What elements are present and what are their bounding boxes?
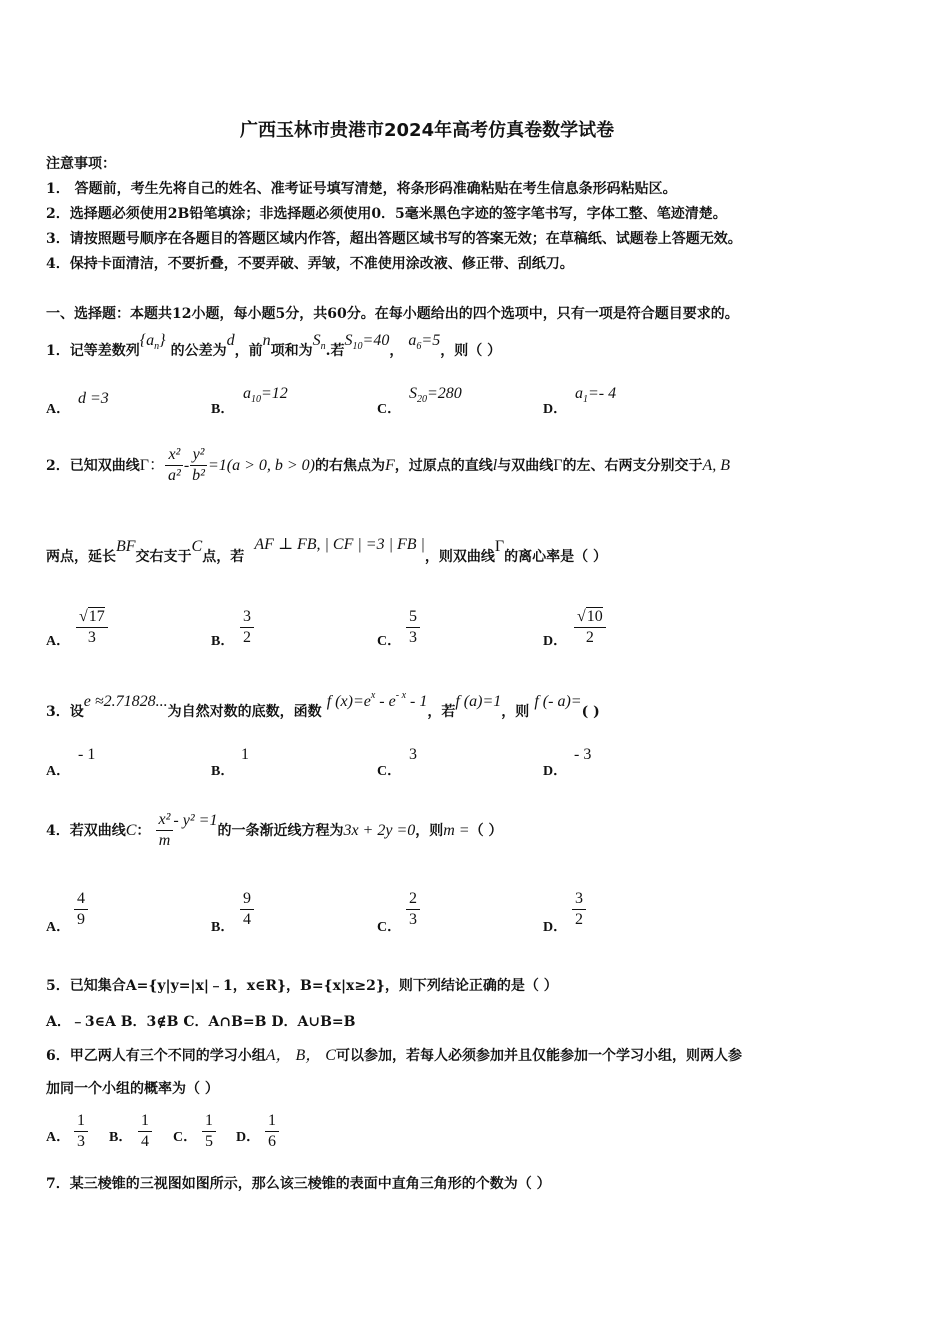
q3-option-d: - 3 <box>574 746 592 763</box>
q1-sn: $S_n$ <box>312 332 326 352</box>
q2-option-c-label: C． <box>377 634 402 649</box>
q4-m: m = <box>443 822 470 839</box>
q6-text: 6．甲乙两人有三个不同的学习小组 <box>46 1048 266 1064</box>
q4-text: ： <box>136 823 151 839</box>
q6-option-b-label: B． <box>109 1130 133 1145</box>
q4-c: C <box>125 822 137 839</box>
q2-bf: BF <box>116 538 136 555</box>
q2-option-b: $\frac{3}{2}$ <box>240 607 254 648</box>
q6-option-c-label: C． <box>173 1130 198 1145</box>
q6-option-d: $\frac{1}{6}$ <box>265 1111 279 1152</box>
q4-option-d-label: D． <box>543 920 568 935</box>
q1-a6: $a_6=5$ <box>408 332 441 352</box>
question-4-stem <box>46 810 502 851</box>
q2-f: F <box>384 457 395 474</box>
q2-text: ，过原点的直线 <box>394 458 493 474</box>
q2-ab: A, B <box>702 457 731 474</box>
q4-option-c-label: C． <box>377 920 402 935</box>
q1-option-c-label: C． <box>377 402 402 417</box>
q2-option-d-label: D． <box>543 634 568 649</box>
q1-text: 项和为 <box>270 343 313 359</box>
q2-frac-x: $\frac{\text{x²}}{\text{a²}}$ <box>165 445 184 486</box>
notice-item-1: 1． 答题前，考生先将自己的姓名、准考证号填写清楚，将条形码准确粘贴在考生信息条形码粘贴区。 <box>46 181 677 197</box>
q4-option-b-label: B． <box>211 920 235 935</box>
q1-text: ，则（ ） <box>440 343 502 359</box>
question-7-stem: 7．某三棱锥的三视图如图所示，那么该三棱锥的表面中直角三角形的个数为（ ） <box>46 1176 551 1192</box>
page-title: 广西玉林市贵港市2024年高考仿真卷数学试卷 <box>240 120 615 141</box>
q2-option-b-label: B． <box>211 634 235 649</box>
q6-option-a-label: A． <box>46 1130 71 1145</box>
q2-l: l <box>492 457 498 474</box>
q3-option-c-label: C． <box>377 764 402 779</box>
q4-text: （ ） <box>469 823 503 839</box>
q1-d: d <box>226 332 235 349</box>
q6-option-c: $\frac{1}{5}$ <box>202 1111 216 1152</box>
question-2-stem-line2 <box>46 536 608 566</box>
q2-text: 与双曲线 <box>497 458 554 474</box>
q1-text: ，前 <box>234 343 263 359</box>
q6-option-a: $\frac{1}{3}$ <box>74 1111 88 1152</box>
q2-text: 点，若 <box>202 549 245 565</box>
q3-function: f $(x)=e^x - e^{- x} - 1$ <box>326 690 428 710</box>
q1-option-d: $a_1=-$ 4 <box>575 385 617 405</box>
q1-s10: $S_{10}=40$ <box>344 332 390 352</box>
q3-text: 3．设 <box>46 704 84 720</box>
q3-text: 为自然对数的底数，函数 <box>167 704 322 720</box>
q4-text: 4．若双曲线 <box>46 823 126 839</box>
q3-option-d-label: D． <box>543 764 568 779</box>
q3-e: e ≈2.71828... <box>83 693 168 710</box>
q2-text: 的右焦点为 <box>314 458 385 474</box>
q2-option-c: $\frac{5}{3}$ <box>406 607 420 648</box>
q2-gamma: Γ <box>494 538 505 555</box>
q3-text: ( ) <box>581 704 600 720</box>
q2-text: 的离心率是（ ） <box>504 549 608 565</box>
q3-text: ，若 <box>427 704 456 720</box>
q2-condition2: AF ⊥ FB, | CF | =3 | FB | <box>254 536 425 553</box>
q2-minus: - <box>183 457 190 474</box>
q2-text: 交右支于 <box>135 549 192 565</box>
q1-option-a: d =3 <box>78 390 109 407</box>
q3-text: ，则 <box>501 704 530 720</box>
q1-text: 的公差为 <box>170 343 227 359</box>
q4-option-c: $\frac{2}{3}$ <box>406 889 420 930</box>
q3-fma: f (- a)= <box>534 693 582 710</box>
q4-text: ，则 <box>415 823 444 839</box>
q4-asymptote: 3x + 2y =0 <box>343 822 416 839</box>
q2-text: 的左、右两支分别交于 <box>562 458 703 474</box>
q4-option-b: $\frac{9}{4}$ <box>240 889 254 930</box>
q4-text: 的一条渐近线方程为 <box>217 823 344 839</box>
q2-text: ，则双曲线 <box>424 549 495 565</box>
q6-groups: A， B， C <box>265 1047 336 1064</box>
q4-option-a: $\frac{4}{9}$ <box>74 889 88 930</box>
q3-option-a-label: A． <box>46 764 71 779</box>
question-2-stem <box>46 445 730 486</box>
notice-item-4: 4．保持卡面清洁，不要折叠，不要弄破、弄皱，不准使用涂改液、修正带、刮纸刀。 <box>46 256 574 272</box>
notice-heading: 注意事项： <box>46 156 116 172</box>
q2-gamma: Γ <box>553 457 563 474</box>
q1-n: n <box>262 332 271 349</box>
q1-text: ， <box>389 343 404 359</box>
q1-text: 1．记等差数列 <box>46 343 140 359</box>
section-heading: 一、选择题：本题共12小题，每小题5分，共60分。在每小题给出的四个选项中，只有一项是符合题目要求的。 <box>46 306 739 322</box>
question-6-stem <box>46 1042 742 1065</box>
q3-fa: f (a)=1 <box>455 693 502 710</box>
question-1-stem <box>46 330 502 359</box>
q6-option-b: $\frac{1}{4}$ <box>138 1111 152 1152</box>
q1-option-b: $a_{10}=12$ <box>243 385 288 405</box>
q1-seq: $\{a_n\}$ <box>139 332 166 352</box>
q4-frac: $\frac{\text{x²}}{m}$ <box>156 810 174 851</box>
q2-text: 两点，延长 <box>46 549 116 565</box>
q1-option-c: $S_{20}=280$ <box>409 385 462 405</box>
q6-option-d-label: D． <box>236 1130 261 1145</box>
q2-condition: =1(a > 0, b > 0) <box>207 457 315 474</box>
notice-item-3: 3．请按照题号顺序在各题目的答题区域内作答，超出答题区域书写的答案无效；在草稿纸、试题卷上答题无效。 <box>46 231 742 247</box>
q3-option-c: 3 <box>409 746 417 763</box>
question-5-stem: 5．已知集合A={y|y=|x|﹣1，x∈R}，B={x|x≥2}，则下列结论正确的是（ ） <box>46 978 558 994</box>
q2-option-a-label: A． <box>46 634 71 649</box>
q2-gamma: Γ： <box>139 457 166 474</box>
q2-frac-y: $\frac{\text{y²}}{\text{b²}}$ <box>189 445 208 486</box>
q2-option-d: $\frac{√10}{2}$ <box>574 607 606 648</box>
question-3-stem <box>46 690 600 720</box>
q3-option-b: 1 <box>241 746 249 763</box>
q2-c: C <box>191 538 203 555</box>
q1-option-a-label: A． <box>46 402 71 417</box>
question-6-stem-line2: 加同一个小组的概率为（ ） <box>46 1081 219 1097</box>
q4-option-a-label: A． <box>46 920 71 935</box>
q3-option-a: - 1 <box>78 746 96 763</box>
q2-option-a: $\frac{√17}{3}$ <box>76 607 108 648</box>
q1-text: .若 <box>325 343 345 359</box>
q1-option-b-label: B． <box>211 402 235 417</box>
q6-text: 可以参加，若每人必须参加并且仅能参加一个学习小组，则两人参 <box>335 1048 742 1064</box>
notice-item-2: 2．选择题必须使用2B铅笔填涂；非选择题必须使用0．5毫米黑色字迹的签字笔书写，字体工整、笔迹清楚。 <box>46 206 727 222</box>
q1-option-d-label: D． <box>543 402 568 417</box>
question-5-options: A．﹣3∈A B．3∉B C．A∩B=B D．A∪B=B <box>46 1014 356 1030</box>
q4-rest: - y² =1 <box>173 812 218 829</box>
q2-text: 2．已知双曲线 <box>46 458 140 474</box>
q3-option-b-label: B． <box>211 764 235 779</box>
q4-option-d: $\frac{3}{2}$ <box>572 889 586 930</box>
